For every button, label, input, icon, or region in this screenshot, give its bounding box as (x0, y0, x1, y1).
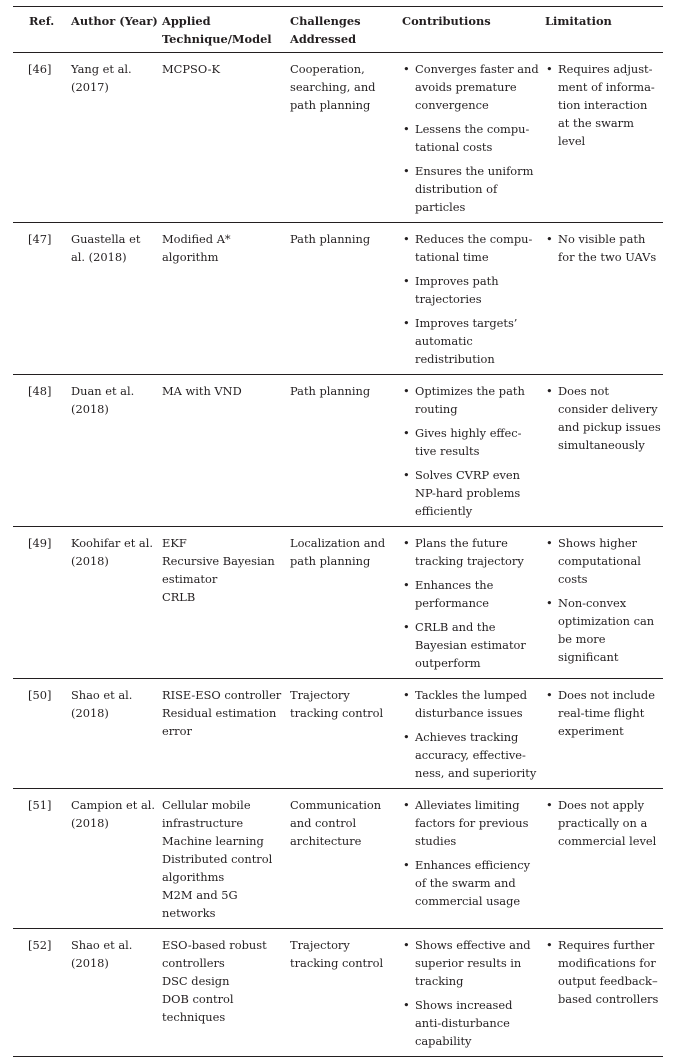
contributions-list (402, 936, 541, 1050)
contributions-list (402, 382, 541, 520)
literature-table (13, 6, 663, 1057)
technique-line: M2M and 5G networks (162, 888, 238, 920)
cell-limitation (543, 679, 663, 789)
cell-ref: [50] (28, 688, 52, 702)
limitations-list (545, 382, 661, 454)
contribution-item: • Gives highly effec-tive results (402, 424, 541, 460)
cell-contributions (400, 527, 543, 679)
cell-technique (160, 223, 288, 375)
technique-line: Residual estimation error (162, 706, 277, 738)
cell-contributions (400, 929, 543, 1057)
cell-contributions (400, 679, 543, 789)
cell-limitation (543, 53, 663, 223)
cell-challenges: Path planning (290, 232, 371, 246)
cell-limitation (543, 789, 663, 929)
contribution-item: • Plans the future tracking trajectory (402, 534, 541, 570)
contribution-item: • Alleviates limiting factors for previous studies (402, 796, 541, 850)
contribution-item: • Enhances the performance (402, 576, 541, 612)
technique-line: CRLB (162, 590, 196, 604)
cell-author: Shao et al. (2018) (71, 938, 133, 970)
contributions-list (402, 686, 541, 782)
cell-ref: [46] (28, 62, 52, 76)
table-body (13, 53, 663, 1057)
cell-challenges: Communication and control architecture (290, 798, 382, 848)
cell-challenges: Trajectory tracking control (290, 688, 384, 720)
cell-technique (160, 53, 288, 223)
cell-contributions (400, 789, 543, 929)
contribution-item: • CRLB and the Bayesian estimator outperform (402, 618, 541, 672)
contribution-item: • Achieves tracking accuracy, effective-ness, and superiority (402, 728, 541, 782)
cell-author: Guastella et al. (2018) (71, 232, 141, 264)
limitations-list (545, 534, 661, 666)
contribution-item: • Lessens the compu-tational costs (402, 120, 541, 156)
contributions-list (402, 534, 541, 672)
table-row (13, 223, 663, 375)
table-row (13, 679, 663, 789)
cell-technique (160, 375, 288, 527)
contribution-item: • Converges faster and avoids premature convergence (402, 60, 541, 114)
contribution-item: • Enhances efficiency of the swarm and commercial usage (402, 856, 541, 910)
technique-line: MCPSO-K (162, 62, 220, 76)
contributions-list (402, 796, 541, 910)
table-row (13, 789, 663, 929)
limitations-list (545, 796, 661, 850)
cell-ref: [47] (28, 232, 52, 246)
contribution-item: • Reduces the compu-tational time (402, 230, 541, 266)
limitation-item: • No visible path for the two UAVs (545, 230, 661, 266)
technique-line: EKF (162, 536, 187, 550)
cell-author: Campion et al. (2018) (71, 798, 156, 830)
cell-challenges: Localization and path planning (290, 536, 386, 568)
table-row (13, 53, 663, 223)
cell-challenges: Trajectory tracking control (290, 938, 384, 970)
cell-technique (160, 789, 288, 929)
cell-limitation (543, 527, 663, 679)
limitations-list (545, 936, 661, 1008)
contribution-item: • Improves path trajectories (402, 272, 541, 308)
limitation-item: • Does not include real-time flight experiment (545, 686, 661, 740)
cell-limitation (543, 223, 663, 375)
limitation-item: • Requires further modifications for output feedback–based controllers (545, 936, 661, 1008)
cell-limitation (543, 929, 663, 1057)
cell-contributions (400, 53, 543, 223)
cell-technique (160, 527, 288, 679)
cell-ref: [49] (28, 536, 52, 550)
header-limitation: Limitation (545, 14, 612, 28)
technique-line: RISE-ESO controller (162, 688, 282, 702)
cell-challenges: Path planning (290, 384, 371, 398)
limitations-list (545, 686, 661, 740)
cell-ref: [51] (28, 798, 52, 812)
header-challenges: Challenges Addressed (290, 14, 361, 46)
limitations-list (545, 230, 661, 266)
header-ref: Ref. (29, 14, 55, 28)
cell-technique (160, 929, 288, 1057)
cell-author: Duan et al. (2018) (71, 384, 135, 416)
technique-line: Modified A* algorithm (162, 232, 231, 264)
table-row (13, 375, 663, 527)
limitation-item: • Does not consider delivery and pickup issues simultaneously (545, 382, 661, 454)
table-row (13, 527, 663, 679)
cell-limitation (543, 375, 663, 527)
technique-line: Cellular mobile infrastructure (162, 798, 251, 830)
contribution-item: • Improves targets’ automatic redistribution (402, 314, 541, 368)
table-header-row (13, 7, 663, 53)
limitation-item: • Requires adjust-ment of informa-tion interaction at the swarm level (545, 60, 661, 150)
cell-ref: [52] (28, 938, 52, 952)
cell-author: Koohifar et al. (2018) (71, 536, 153, 568)
technique-line: Machine learning (162, 834, 264, 848)
cell-challenges: Cooperation, searching, and path planning (290, 62, 376, 112)
technique-line: DOB control techniques (162, 992, 234, 1024)
cell-contributions (400, 375, 543, 527)
cell-author: Yang et al. (2017) (71, 62, 132, 94)
limitation-item: • Non-convex optimization can be more significant (545, 594, 661, 666)
cell-author: Shao et al. (2018) (71, 688, 133, 720)
technique-line: MA with VND (162, 384, 242, 398)
technique-line: DSC design (162, 974, 230, 988)
limitation-item: • Shows higher computational costs (545, 534, 661, 588)
contributions-list (402, 60, 541, 216)
technique-line: Distributed control algorithms (162, 852, 273, 884)
table-row (13, 929, 663, 1057)
contribution-item: • Solves CVRP even NP-hard problems efficiently (402, 466, 541, 520)
contribution-item: • Optimizes the path routing (402, 382, 541, 418)
technique-line: ESO-based robust controllers (162, 938, 267, 970)
header-technique: Applied Technique/Model (162, 14, 272, 46)
header-author: Author (Year) (71, 14, 158, 28)
header-contributions: Contributions (402, 14, 491, 28)
contribution-item: • Tackles the lumped disturbance issues (402, 686, 541, 722)
limitations-list (545, 60, 661, 150)
technique-line: Recursive Bayesian estimator (162, 554, 275, 586)
cell-contributions (400, 223, 543, 375)
cell-ref: [48] (28, 384, 52, 398)
contribution-item: • Ensures the uniform distribution of particles (402, 162, 541, 216)
limitation-item: • Does not apply practically on a commercial level (545, 796, 661, 850)
contribution-item: • Shows effective and superior results in tracking (402, 936, 541, 990)
contributions-list (402, 230, 541, 368)
contribution-item: • Shows increased anti-disturbance capability (402, 996, 541, 1050)
cell-technique (160, 679, 288, 789)
